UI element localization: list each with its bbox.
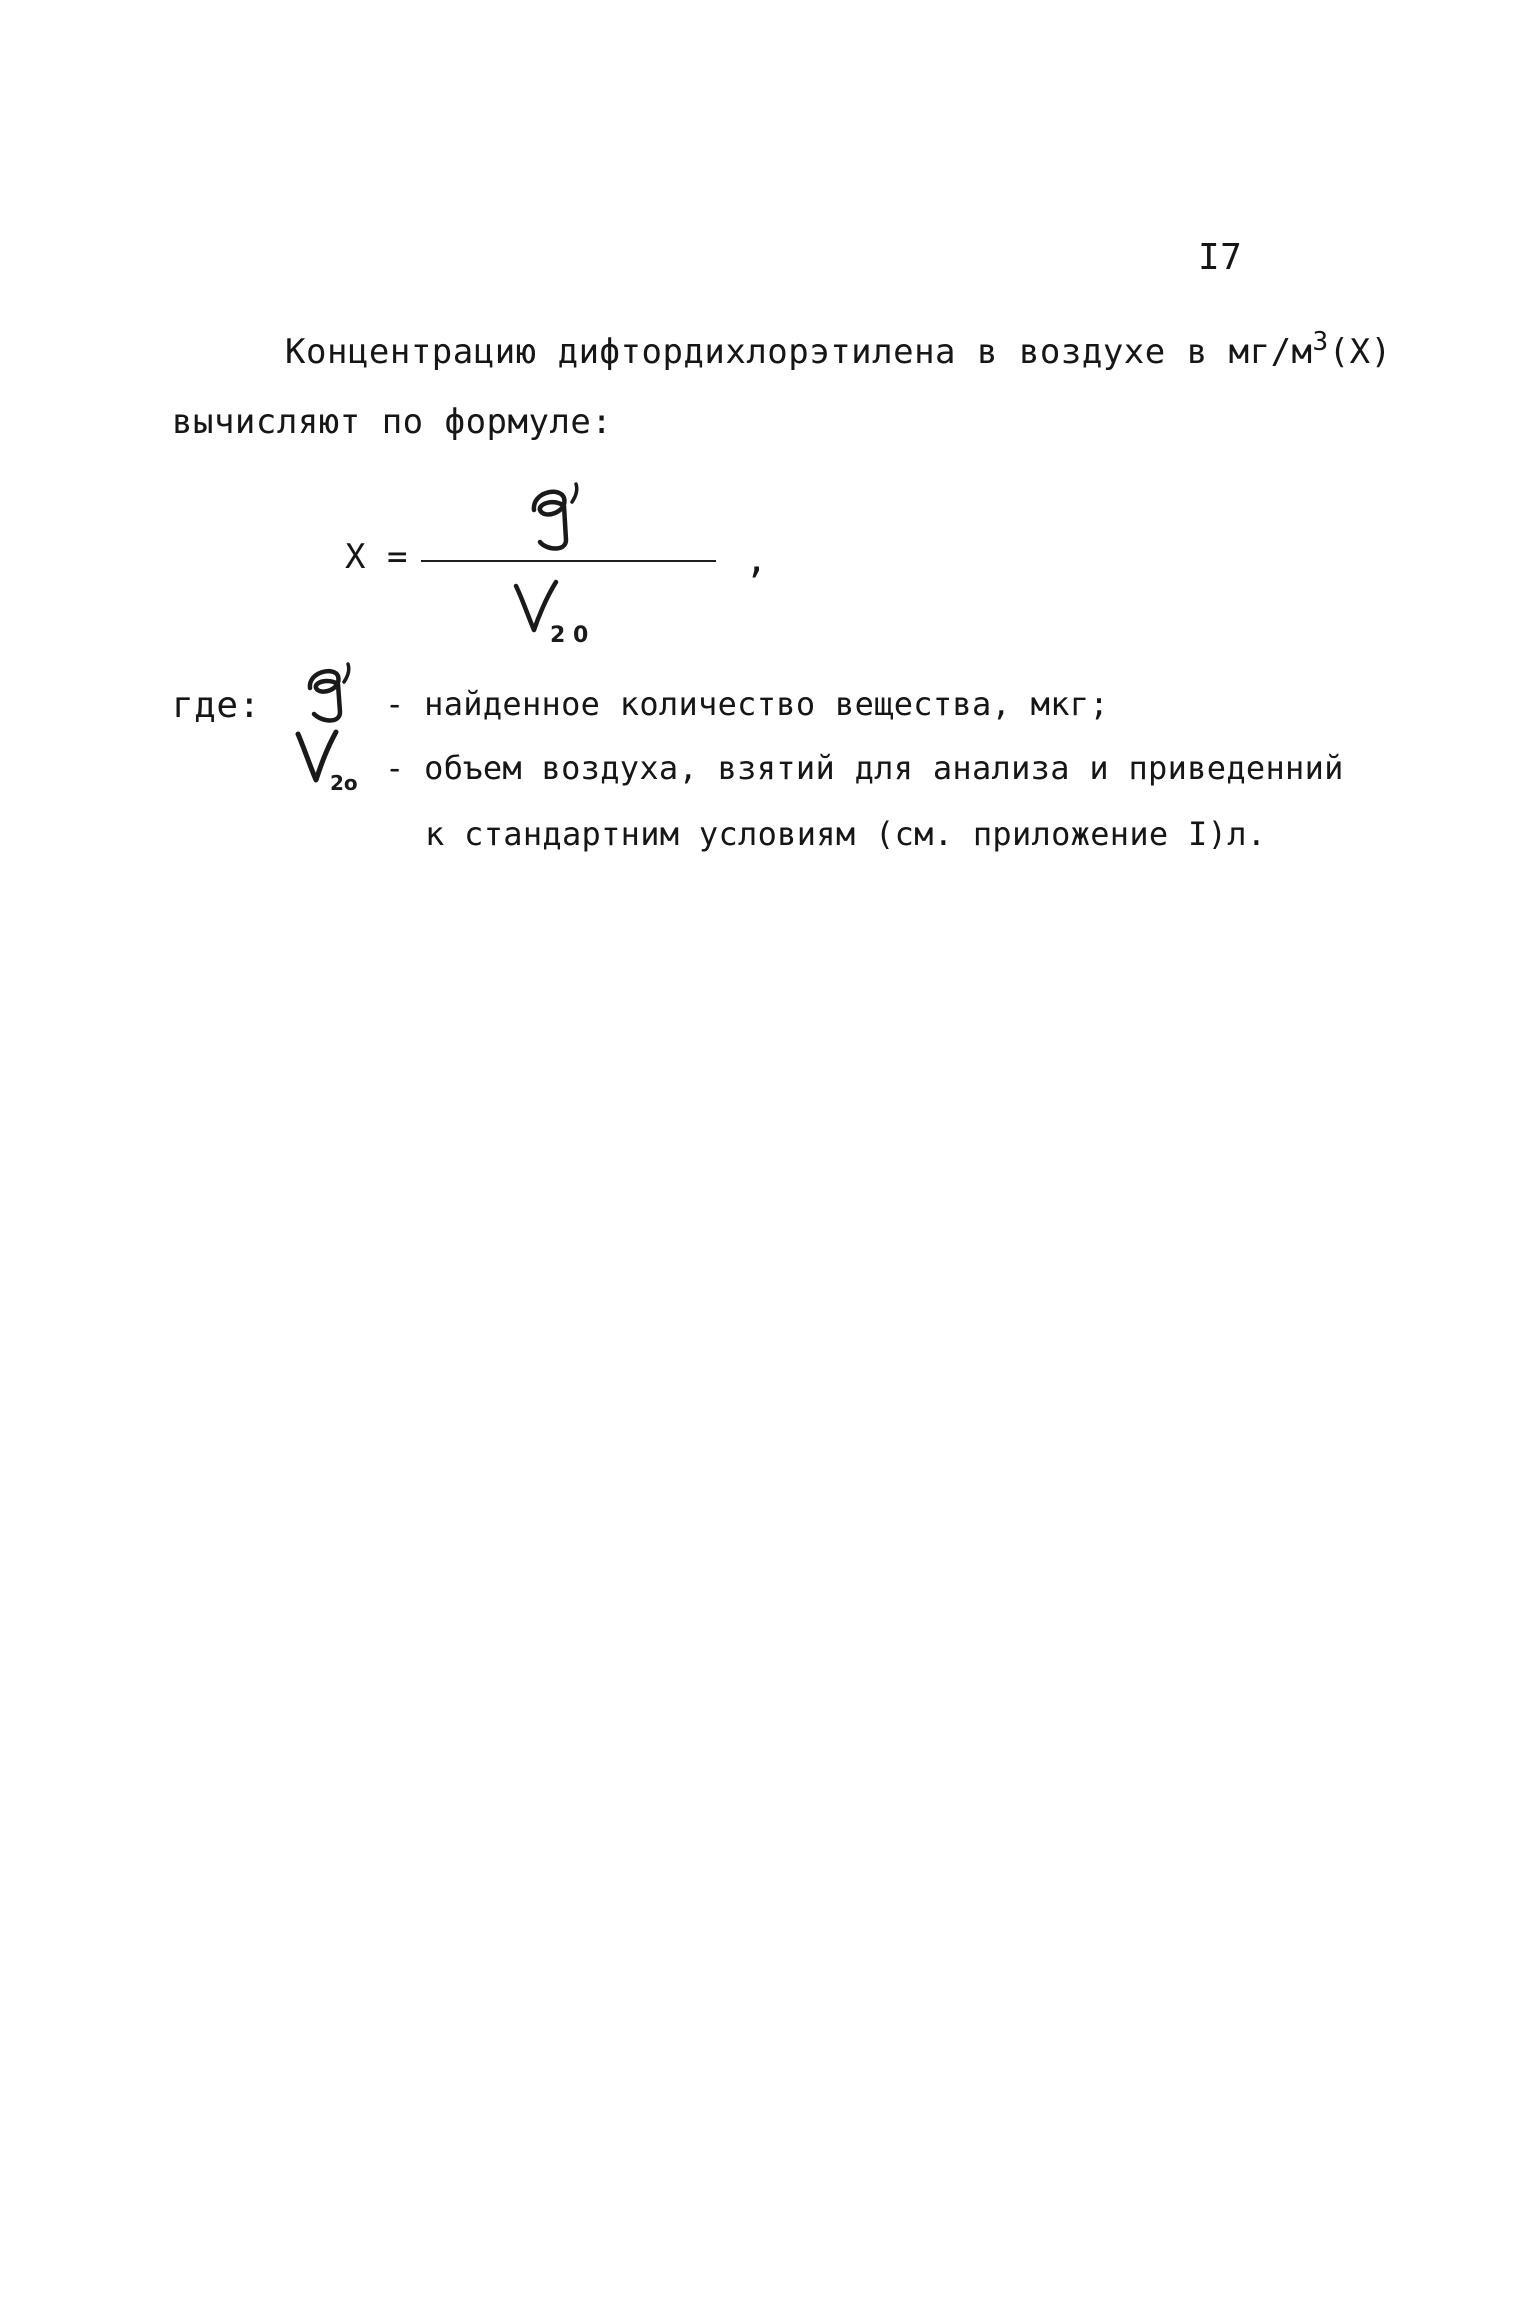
intro-line-1-superscript: 3 — [1312, 327, 1329, 357]
definition-v20-text-line-2: к стандартним условиям (см. приложение I)л. — [425, 815, 1267, 853]
fraction-bar — [421, 560, 716, 562]
handwritten-g-icon — [520, 480, 600, 552]
page-number: I7 — [1198, 237, 1243, 278]
handwritten-v20-icon — [292, 728, 372, 800]
svg-text:2o: 2o — [330, 771, 358, 795]
formula-trailing-comma: , — [745, 537, 769, 581]
where-label: где: — [172, 685, 261, 726]
definition-v20-text-line-1: - объем воздуха, взятий для анализа и приведенний — [385, 749, 1344, 787]
formula-lhs: X = — [345, 537, 408, 577]
svg-text:2 0: 2 0 — [550, 623, 589, 648]
intro-line-1-text: Концентрацию дифтордихлорэтилена в воздухе в мг/м — [285, 332, 1313, 372]
intro-line-1 — [285, 327, 1392, 372]
handwritten-v20-icon — [510, 578, 610, 650]
definition-g-text: - найденное количество вещества, мкг; — [385, 685, 1109, 723]
intro-line-2: вычисляют по формуле: — [172, 402, 613, 442]
handwritten-g-icon — [300, 662, 370, 726]
intro-line-1-tail: (X) — [1328, 332, 1392, 372]
